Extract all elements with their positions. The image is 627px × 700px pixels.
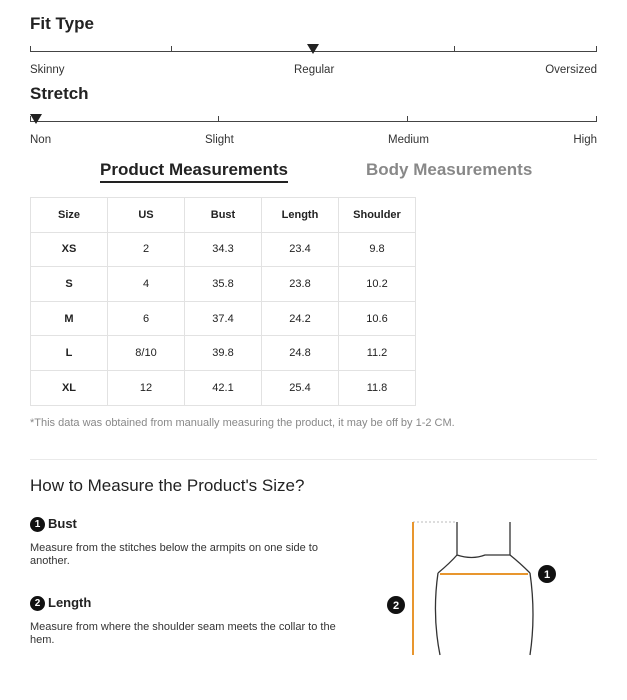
stretch-selected-marker (30, 114, 42, 124)
fit-type-title: Fit Type (30, 14, 94, 33)
cell-size: L (31, 336, 108, 371)
cell-shoulder: 11.8 (339, 370, 416, 405)
stretch-label-high: High (573, 134, 597, 146)
cell-shoulder: 10.6 (339, 301, 416, 336)
step-length-title (30, 595, 91, 611)
number-1-icon: 1 (30, 517, 45, 532)
cell-shoulder: 10.2 (339, 267, 416, 302)
cell-length: 23.4 (262, 232, 339, 267)
column-header-bust: Bust (185, 198, 262, 233)
how-to-measure-title: How to Measure the Product's Size? (30, 476, 305, 495)
section-divider (30, 459, 597, 460)
stretch-label-medium: Medium (388, 134, 429, 146)
fit-type-label-oversized: Oversized (545, 64, 597, 76)
step-bust-label: Bust (48, 516, 77, 531)
cell-size: XS (31, 232, 108, 267)
fit-type-tick (30, 46, 31, 52)
stretch-title: Stretch (30, 84, 89, 103)
cell-shoulder: 9.8 (339, 232, 416, 267)
stretch-track (30, 121, 597, 122)
cell-bust: 39.8 (185, 336, 262, 371)
stretch-scale (30, 114, 597, 144)
fit-type-tick (596, 46, 597, 52)
fit-type-selected-marker (307, 44, 319, 54)
stretch-label-slight: Slight (205, 134, 234, 146)
column-header-size: Size (31, 198, 108, 233)
cell-size: M (31, 301, 108, 336)
diagram-badge-2-label: 2 (392, 600, 400, 612)
table-row (31, 370, 416, 405)
step-length-label: Length (48, 595, 92, 610)
stretch-tick (218, 116, 219, 122)
table-header-row (31, 198, 416, 233)
column-header-length: Length (262, 198, 339, 233)
cell-length: 24.2 (262, 301, 339, 336)
stretch-tick (596, 116, 597, 122)
table-row (31, 336, 416, 371)
cell-us: 2 (108, 232, 185, 267)
cell-us: 8/10 (108, 336, 185, 371)
cell-bust: 37.4 (185, 301, 262, 336)
table-row (31, 301, 416, 336)
cell-bust: 34.3 (185, 232, 262, 267)
step-bust-title (30, 516, 77, 532)
diagram-badge-1-label: 1 (543, 569, 551, 581)
step-length-description: Measure from where the shoulder seam meets the collar to the hem. (30, 621, 336, 646)
stretch-label-non: Non (30, 134, 52, 146)
tank-top-measurement-diagram (380, 515, 560, 660)
cell-us: 6 (108, 301, 185, 336)
fit-type-tick (454, 46, 455, 52)
tank-top-outline (435, 522, 533, 655)
fit-type-tick (171, 46, 172, 52)
table-row (31, 267, 416, 302)
cell-us: 4 (108, 267, 185, 302)
table-row (31, 232, 416, 267)
tab-product-measurements[interactable]: Product Measurements (100, 160, 288, 183)
fit-type-scale (30, 44, 597, 74)
stretch-tick (407, 116, 408, 122)
tab-body-measurements[interactable]: Body Measurements (366, 160, 533, 179)
column-header-us: US (108, 198, 185, 233)
cell-size: XL (31, 370, 108, 405)
cell-bust: 42.1 (185, 370, 262, 405)
size-table (30, 197, 416, 406)
measurement-disclaimer: *This data was obtained from manually measuring the product, it may be off by 1-2 CM. (30, 417, 455, 429)
column-header-shoulder: Shoulder (339, 198, 416, 233)
cell-length: 23.8 (262, 267, 339, 302)
cell-length: 24.8 (262, 336, 339, 371)
number-2-icon: 2 (30, 596, 45, 611)
fit-type-label-skinny: Skinny (30, 64, 65, 76)
cell-size: S (31, 267, 108, 302)
step-bust-description: Measure from the stitches below the armpits on one side to another. (30, 542, 318, 567)
cell-us: 12 (108, 370, 185, 405)
cell-bust: 35.8 (185, 267, 262, 302)
fit-type-label-regular: Regular (294, 64, 335, 76)
cell-shoulder: 11.2 (339, 336, 416, 371)
cell-length: 25.4 (262, 370, 339, 405)
